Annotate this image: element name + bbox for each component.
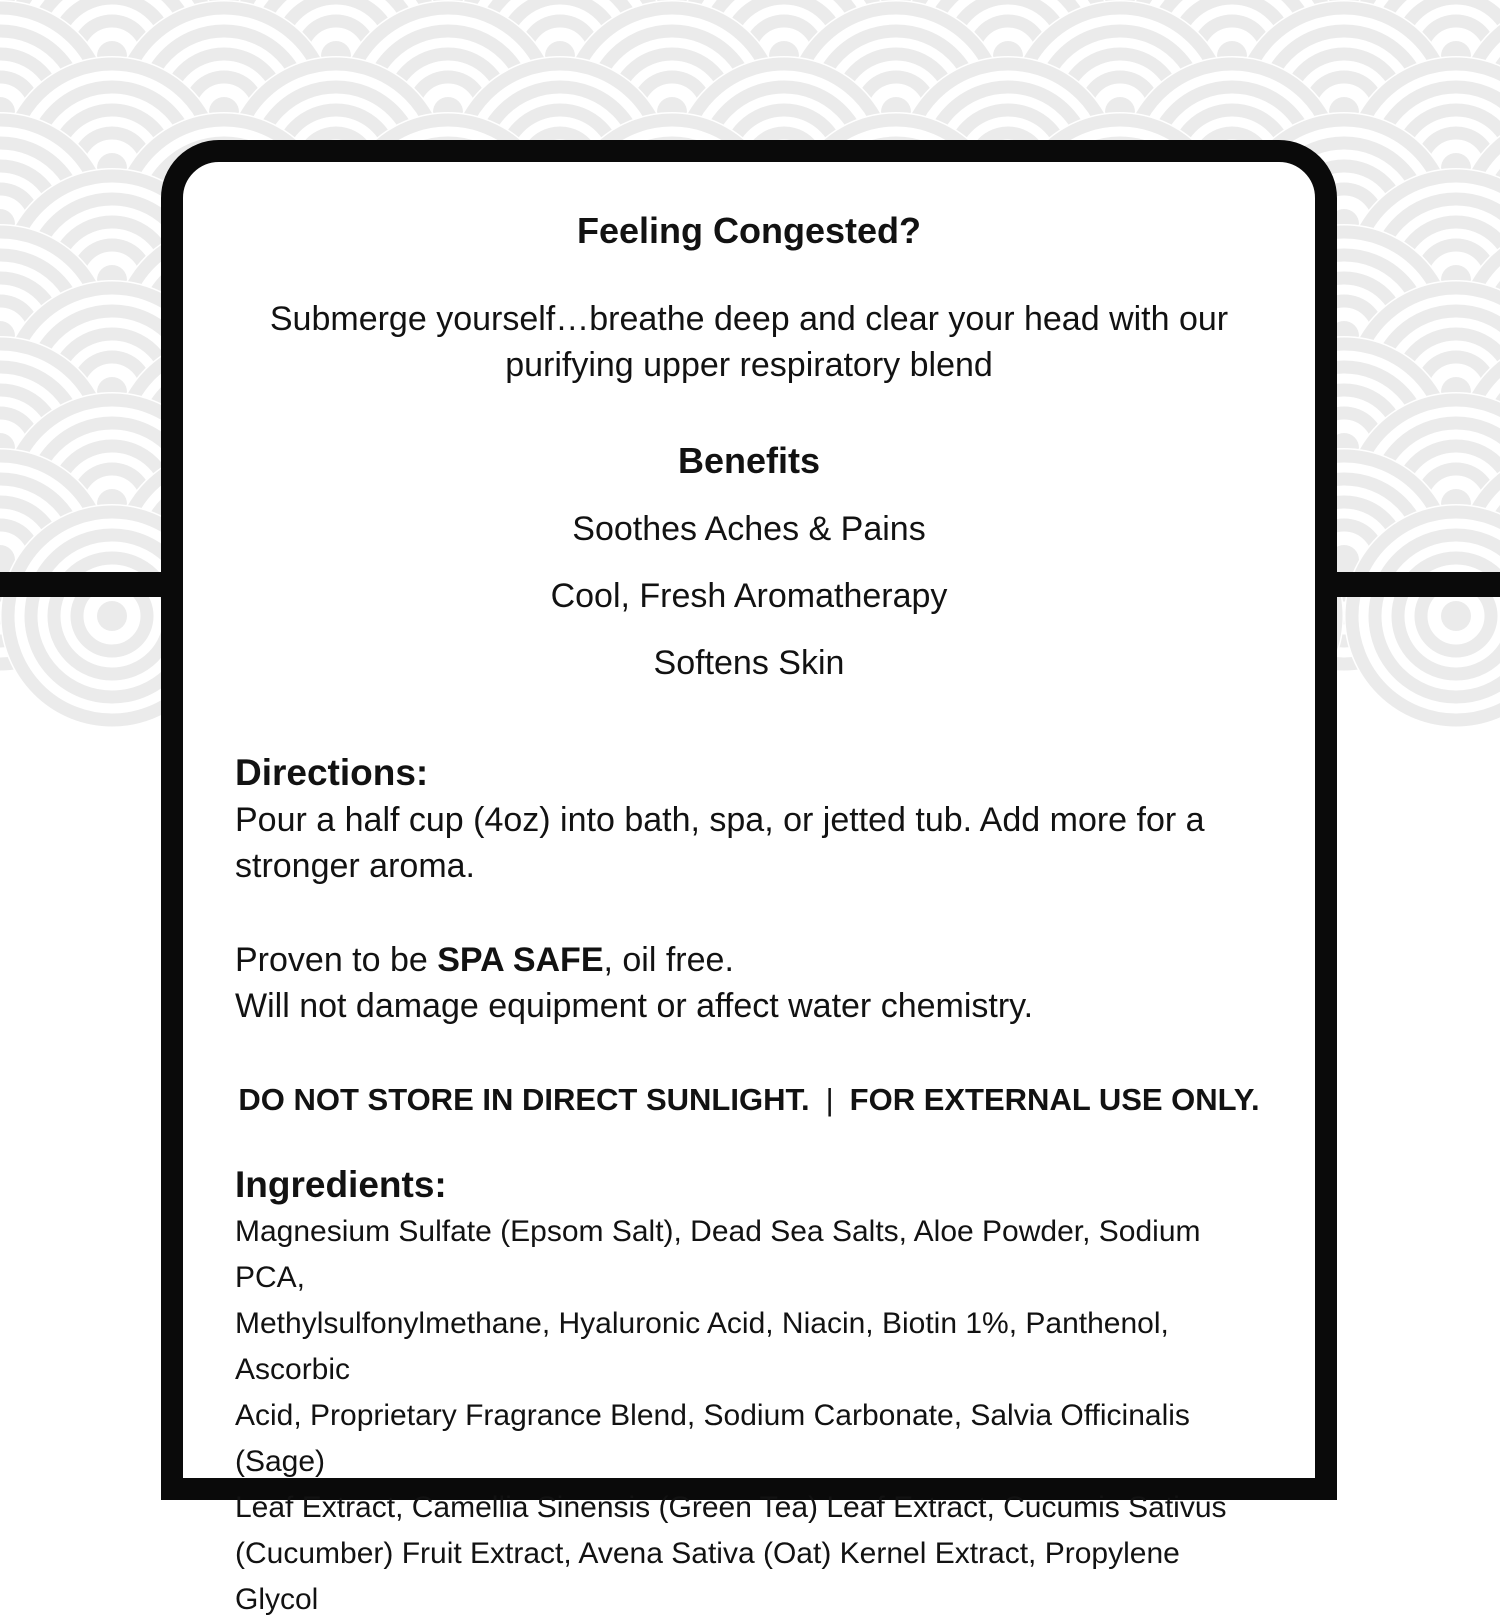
benefit-item-softens: Softens Skin [653,644,845,682]
warning-sunlight: DO NOT STORE IN DIRECT SUNLIGHT. [238,1082,810,1117]
directions-title: Directions: [235,752,429,793]
spa-safe-line-1 [235,937,1263,983]
ingredients-title: Ingredients: [235,1164,447,1205]
intro-paragraph [235,296,1263,388]
benefit-item-soothes: Soothes Aches & Pains [572,510,926,548]
ingredients-line-1: Magnesium Sulfate (Epsom Salt), Dead Sea Salts, Aloe Powder, Sodium PCA, [235,1215,1201,1294]
label-card-content [183,162,1315,1623]
benefits-title: Benefits [677,440,821,481]
spa-safe-suffix: , oil free. [603,941,734,979]
directions-line-1: Pour a half cup (4oz) into bath, spa, or jetted tub. Add more for a [235,801,1205,839]
ingredients-line-5: (Cucumber) Fruit Extract, Avena Sativa (Oat) Kernel Extract, Propylene Glycol [235,1537,1180,1616]
warning-external-use: FOR EXTERNAL USE ONLY. [849,1082,1260,1117]
spa-safe-emphasis: SPA SAFE [437,941,604,979]
spa-safe-line-2: Will not damage equipment or affect water chemistry. [235,987,1034,1025]
intro-line-2: purifying upper respiratory blend [505,346,993,384]
directions-line-2: stronger aroma. [235,847,475,885]
intro-line-1: Submerge yourself…breathe deep and clear your head with our [269,300,1229,338]
benefit-item-aromatherapy: Cool, Fresh Aromatherapy [550,577,948,615]
ingredients-line-3: Acid, Proprietary Fragrance Blend, Sodium Carbonate, Salvia Officinalis (Sage) [235,1399,1190,1478]
label-card [161,140,1337,1616]
ingredients-line-4: Leaf Extract, Camellia Sinensis (Green Tea) Leaf Extract, Cucumis Sativus [235,1491,1227,1524]
spa-safe-prefix: Proven to be [235,941,438,979]
warning-line [235,1077,1263,1123]
headline: Feeling Congested? [576,210,922,251]
spa-safe-block [235,937,1263,1029]
ingredients-line-2: Methylsulfonylmethane, Hyaluronic Acid, Niacin, Biotin 1%, Panthenol, Ascorbic [235,1307,1169,1386]
warning-divider: | [825,1082,834,1117]
